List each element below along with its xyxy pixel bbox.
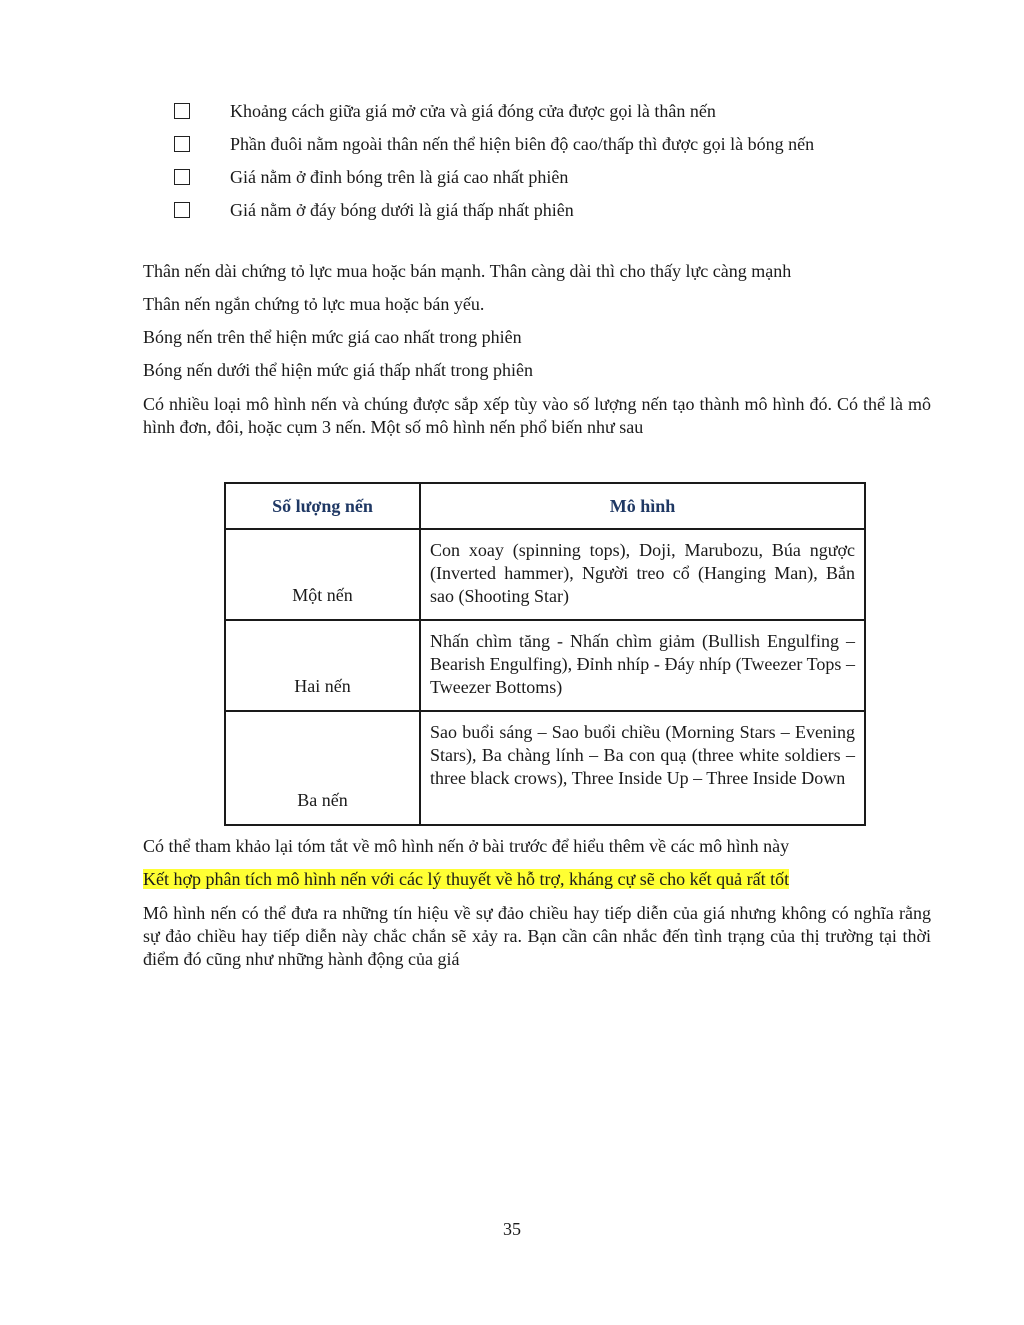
checkbox-icon xyxy=(174,169,190,185)
table-header-count: Số lượng nến xyxy=(225,483,420,529)
table-row xyxy=(225,620,865,711)
checklist xyxy=(172,94,952,226)
checklist-item-text: Giá nằm ở đáy bóng dưới là giá thấp nhất phiên xyxy=(230,199,574,220)
paragraph-reference: Có thể tham khảo lại tóm tắt về mô hình nến ở bài trước để hiểu thêm về các mô hình này xyxy=(143,836,790,856)
table-row xyxy=(225,711,865,825)
candlestick-pattern-table xyxy=(224,482,866,826)
table-row xyxy=(225,529,865,620)
paragraph-long-body: Thân nến dài chứng tỏ lực mua hoặc bán mạnh. Thân càng dài thì cho thấy lực càng mạnh xyxy=(143,261,792,281)
checklist-item xyxy=(172,127,952,160)
checklist-item-text: Giá nằm ở đỉnh bóng trên là giá cao nhất phiên xyxy=(230,166,569,187)
checklist-item-text: Phần đuôi nằm ngoài thân nến thể hiện biên độ cao/thấp thì được gọi là bóng nến xyxy=(230,133,815,154)
checklist-item xyxy=(172,193,952,226)
table-cell-count: Hai nến xyxy=(225,620,420,711)
table-cell-model: Con xoay (spinning tops), Doji, Marubozu, Búa ngược (Inverted hammer), Người treo cổ (Hanging Man), Bắn sao (Shooting Star) xyxy=(420,529,865,620)
table-cell-count: Một nến xyxy=(225,529,420,620)
checklist-item xyxy=(172,160,952,193)
table-cell-model: Sao buổi sáng – Sao buổi chiều (Morning Stars – Evening Stars), Ba chàng lính – Ba con quạ (three white soldiers – three black crows), Three Inside Up – Three Inside Down xyxy=(420,711,865,825)
highlighted-text: Kết hợp phân tích mô hình nến với các lý thuyết về hỗ trợ, kháng cự sẽ cho kết quả rất tốt xyxy=(143,869,790,889)
paragraph-caution: Mô hình nến có thể đưa ra những tín hiệu về sự đảo chiều hay tiếp diễn của giá nhưng không có nghĩa rằng sự đảo chiều hay tiếp diễn này chắc chắn sẽ xảy ra. Bạn cần cân nhắc đến tình trạng của thị trường tại thời điểm đó cũng như những hành động của giá xyxy=(143,903,931,969)
checklist-item xyxy=(172,94,952,127)
paragraph-highlighted-tip xyxy=(143,868,931,891)
table-header-row xyxy=(225,483,865,529)
page-number: 35 xyxy=(503,1219,521,1239)
checklist-item-text: Khoảng cách giữa giá mở cửa và giá đóng cửa được gọi là thân nến xyxy=(230,100,716,121)
table-header-model: Mô hình xyxy=(420,483,865,529)
table-cell-model: Nhấn chìm tăng - Nhấn chìm giảm (Bullish Engulfing – Bearish Engulfing), Đỉnh nhíp - Đáy nhíp (Tweezer Tops – Tweezer Bottoms) xyxy=(420,620,865,711)
paragraph-lower-shadow: Bóng nến dưới thể hiện mức giá thấp nhất trong phiên xyxy=(143,360,533,380)
table-cell-count: Ba nến xyxy=(225,711,420,825)
paragraph-pattern-intro: Có nhiều loại mô hình nến và chúng được sắp xếp tùy vào số lượng nến tạo thành mô hình đó. Có thể là mô hình đơn, đôi, hoặc cụm 3 nến. Một số mô hình nến phổ biến như sau xyxy=(143,394,931,437)
paragraph-short-body: Thân nến ngắn chứng tỏ lực mua hoặc bán yếu. xyxy=(143,294,485,314)
paragraph-upper-shadow: Bóng nến trên thể hiện mức giá cao nhất trong phiên xyxy=(143,327,522,347)
checkbox-icon xyxy=(174,136,190,152)
checkbox-icon xyxy=(174,103,190,119)
checkbox-icon xyxy=(174,202,190,218)
